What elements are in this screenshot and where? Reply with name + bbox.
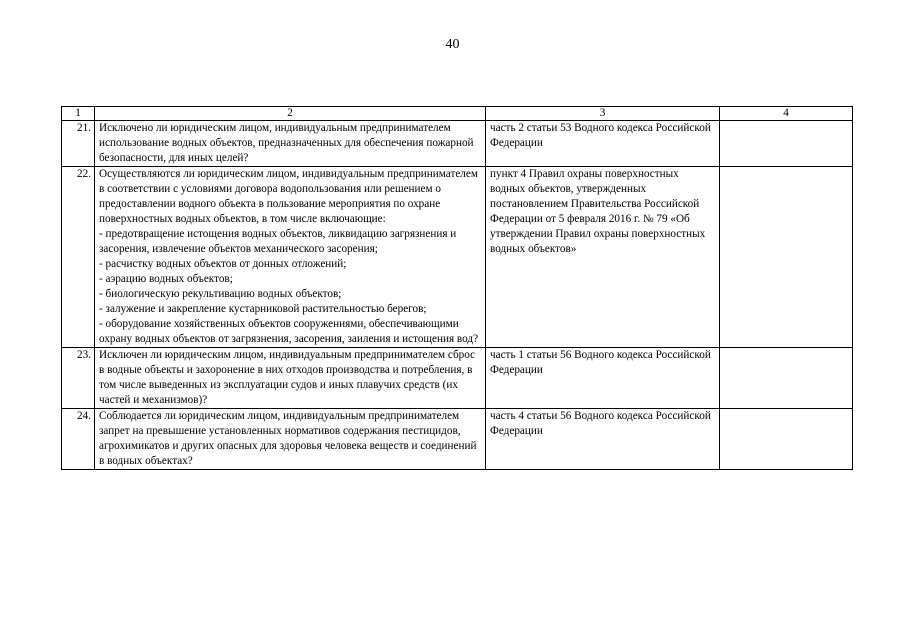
note-cell bbox=[720, 121, 853, 167]
table-row bbox=[62, 121, 853, 167]
question-list-item: - залужение и закрепление кустарниковой растительностью берегов; bbox=[99, 303, 427, 315]
page-number: 40 bbox=[445, 37, 460, 52]
question-cell bbox=[95, 167, 486, 348]
table-row bbox=[62, 167, 853, 348]
note-cell bbox=[720, 348, 853, 409]
row-number: 21. bbox=[62, 121, 95, 167]
question-list-item: - аэрацию водных объектов; bbox=[99, 273, 233, 285]
header-col-3: 3 bbox=[486, 107, 720, 121]
row-number: 22. bbox=[62, 167, 95, 348]
question-list-item: - расчистку водных объектов от донных отложений; bbox=[99, 258, 347, 270]
question-list-item: - предотвращение истощения водных объектов, ликвидацию загрязнения и засорения, извлечение объектов механического засорения; bbox=[99, 228, 457, 255]
checklist-table bbox=[61, 106, 853, 470]
table-row bbox=[62, 348, 853, 409]
row-number: 23. bbox=[62, 348, 95, 409]
header-col-1: 1 bbox=[62, 107, 95, 121]
row-number: 24. bbox=[62, 409, 95, 470]
note-cell bbox=[720, 167, 853, 348]
question-cell: Соблюдается ли юридическим лицом, индивидуальным предпринимателем запрет на превышение установленных нормативов содержания пестицидов, агрохимикатов и других опасных для здоровья человека веществ и соединений в водных объектах? bbox=[95, 409, 486, 470]
question-cell: Исключен ли юридическим лицом, индивидуальным предпринимателем сброс в водные объекты и захоронение в них отходов производства и потребления, в том числе выведенных из эксплуатации судов и иных плавучих средств (их частей и механизмов)? bbox=[95, 348, 486, 409]
question-intro: Осуществляются ли юридическим лицом, индивидуальным предпринимателем в соответствии с условиями договора водопользования или решением о предоставлении водного объекта в пользование мероприятия по охране поверхностных водных объектов, в том числе включающие: bbox=[99, 168, 478, 225]
question-list-item: - оборудование хозяйственных объектов сооружениями, обеспечивающими охрану водных объектов от загрязнения, засорения, заиления и истощения вод? bbox=[99, 318, 479, 345]
question-list-item: - биологическую рекультивацию водных объектов; bbox=[99, 288, 342, 300]
note-cell bbox=[720, 409, 853, 470]
header-col-4: 4 bbox=[720, 107, 853, 121]
reference-cell: пункт 4 Правил охраны поверхностных водных объектов, утвержденных постановлением Правительства Российской Федерации от 5 февраля 2016 г. № 79 «Об утверждении Правил охраны поверхностных водных объектов» bbox=[486, 167, 720, 348]
header-col-2: 2 bbox=[95, 107, 486, 121]
reference-cell: часть 1 статьи 56 Водного кодекса Российской Федерации bbox=[486, 348, 720, 409]
table-row bbox=[62, 409, 853, 470]
question-cell: Исключено ли юридическим лицом, индивидуальным предпринимателем использование водных объектов, предназначенных для обеспечения пожарной безопасности, для иных целей? bbox=[95, 121, 486, 167]
reference-cell: часть 2 статьи 53 Водного кодекса Российской Федерации bbox=[486, 121, 720, 167]
table-header-row bbox=[62, 107, 853, 121]
reference-cell: часть 4 статьи 56 Водного кодекса Российской Федерации bbox=[486, 409, 720, 470]
